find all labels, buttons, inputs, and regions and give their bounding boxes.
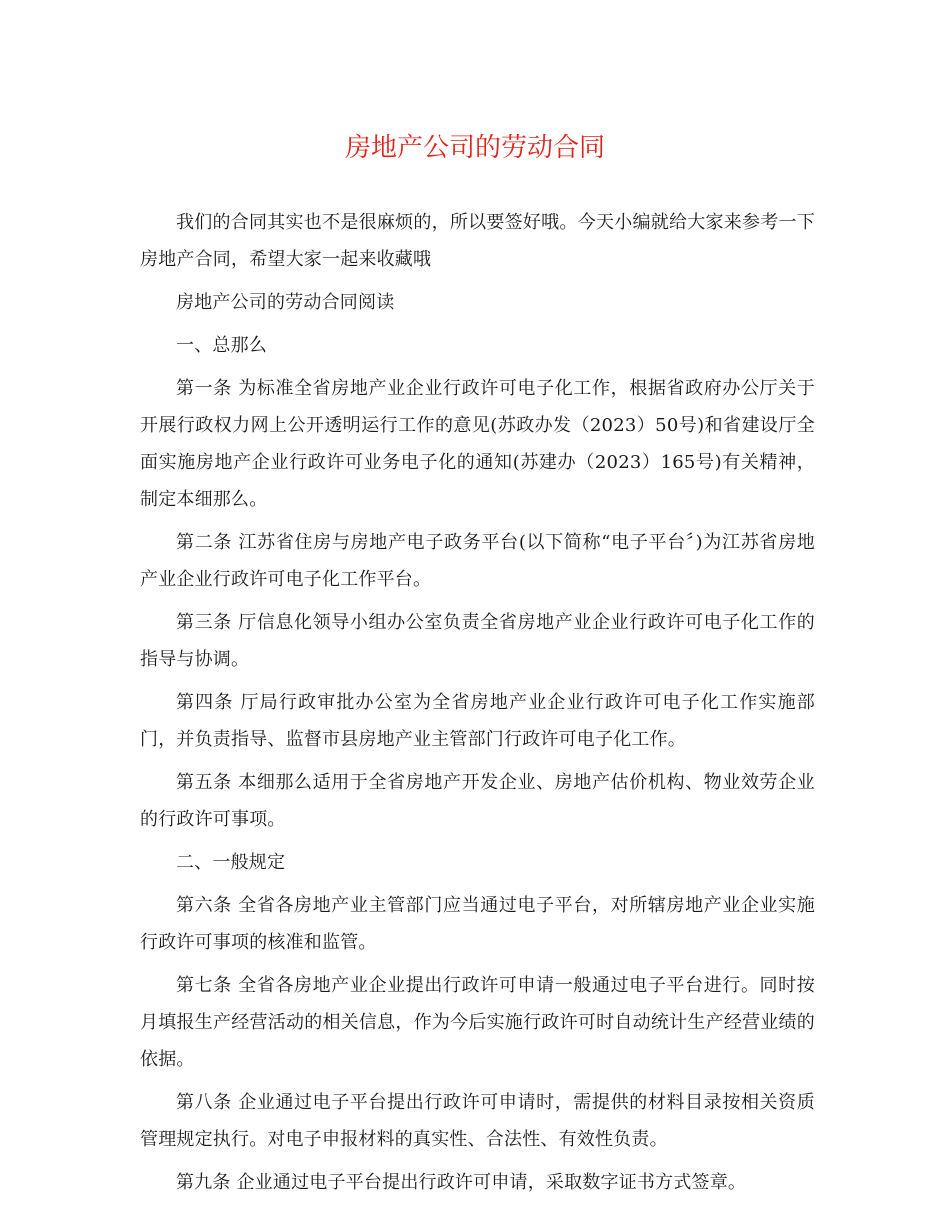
article-2: 第二条 江苏省住房与房地产电子政务平台(以下简称“电子平台〞)为江苏省房地产业企业行政许可电子化工作平台。 (140, 532, 815, 590)
article-8: 第八条 企业通过电子平台提出行政许可申请时，需提供的材料目录按相关资质管理规定执行。对电子申报材料的真实性、合法性、有效性负责。 (140, 1092, 815, 1150)
document-title: 房地产公司的劳动合同 (344, 133, 605, 163)
article-4: 第四条 厅局行政审批办公室为全省房地产业企业行政许可电子化工作实施部门，并负责指导、监督市县房地产业主管部门行政许可电子化工作。 (140, 692, 815, 750)
document-body (140, 204, 815, 1207)
article-9: 第九条 企业通过电子平台提出行政许可申请，采取数字证书方式签章。 (176, 1172, 747, 1193)
article-3: 第三条 厅信息化领导小组办公室负责全省房地产业企业行政许可电子化工作的指导与协调。 (140, 612, 815, 670)
article-6: 第六条 全省各房地产业主管部门应当通过电子平台，对所辖房地产业企业实施行政许可事项的核准和监管。 (140, 895, 815, 953)
section-heading-general: 一、总那么 (176, 335, 267, 356)
section-heading-rules: 二、一般规定 (176, 852, 286, 873)
paragraph-subtitle: 房地产公司的劳动合同阅读 (176, 292, 395, 313)
article-7: 第七条 全省各房地产业企业提出行政许可申请一般通过电子平台进行。同时按月填报生产经营活动的相关信息，作为今后实施行政许可时自动统计生产经营业绩的依据。 (140, 975, 815, 1070)
article-1: 第一条 为标准全省房地产业企业行政许可电子化工作，根据省政府办公厅关于开展行政权力网上公开透明运行工作的意见(苏政办发（2023）50号)和省建设厅全面实施房地产企业行政许可业务电子化的通知(苏建办（2023）165号)有关精神，制定本细那么。 (140, 378, 815, 510)
article-5: 第五条 本细那么适用于全省房地产开发企业、房地产估价机构、物业效劳企业的行政许可事项。 (140, 772, 815, 830)
paragraph-intro: 我们的合同其实也不是很麻烦的，所以要签好哦。今天小编就给大家来参考一下房地产合同，希望大家一起来收藏哦 (140, 212, 815, 270)
